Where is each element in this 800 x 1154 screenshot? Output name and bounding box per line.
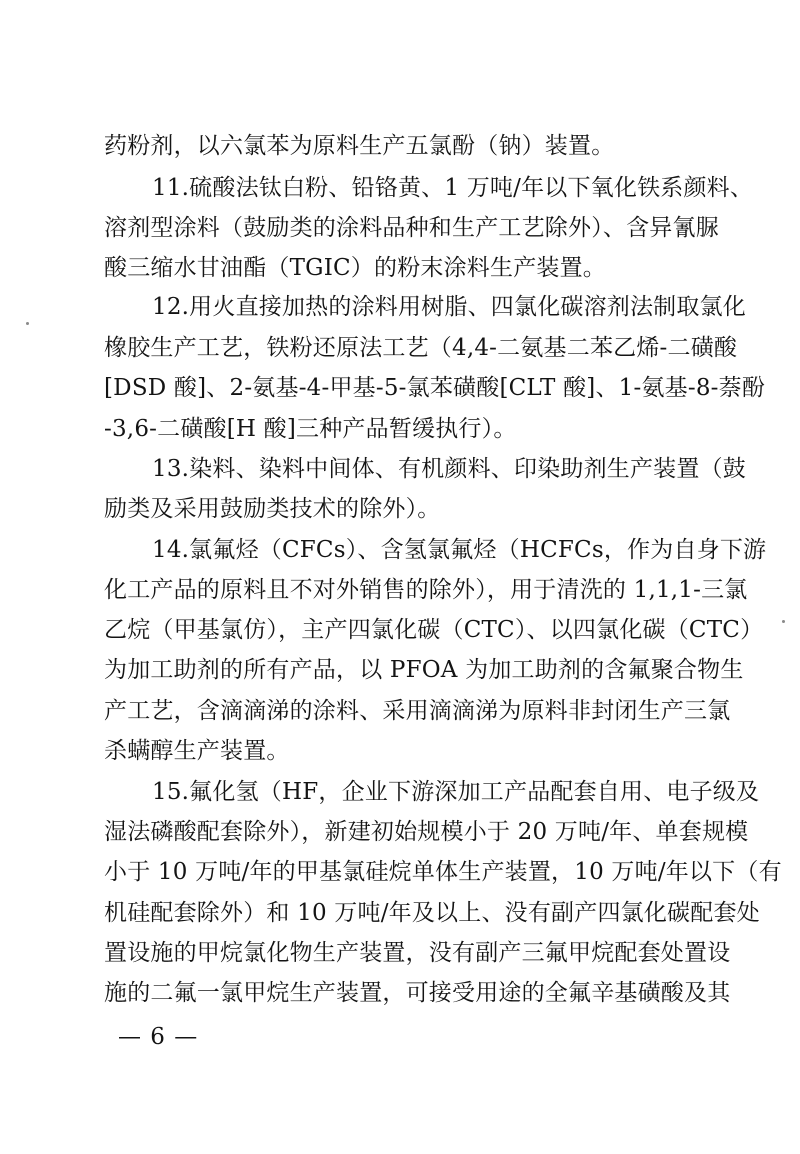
text-line: 乙烷（甲基氯仿），主产四氯化碳（CTC）、以四氯化碳（CTC）	[104, 617, 764, 643]
text-line: 酸三缩水甘油酯（TGIC）的粉末涂料生产装置。	[104, 255, 606, 281]
text-line: 橡胶生产工艺，铁粉还原法工艺（4,4-二氨基二苯乙烯-二磺酸	[104, 335, 738, 361]
text-line: 产工艺，含滴滴涕的涂料、采用滴滴涕为原料非封闭生产三氯	[104, 698, 731, 724]
text-line: 化工产品的原料且不对外销售的除外），用于清洗的 1,1,1-三氯	[104, 577, 748, 603]
text-line: 置设施的甲烷氯化物生产装置，没有副产三氟甲烷配套处置设	[104, 940, 731, 966]
text-line: 11.硫酸法钛白粉、铅铬黄、1 万吨/年以下氧化铁系颜料、	[152, 175, 754, 201]
text-line: 小于 10 万吨/年的甲基氯硅烷单体生产装置，10 万吨/年以下（有	[104, 859, 782, 885]
text-line: [DSD 酸]、2-氨基-4-甲基-5-氯苯磺酸[CLT 酸]、1-氨基-8-萘酚	[104, 375, 766, 401]
scan-speck	[26, 322, 29, 325]
text-line: 13.染料、染料中间体、有机颜料、印染助剂生产装置（鼓	[152, 456, 746, 482]
text-line: 为加工助剂的所有产品，以 PFOA 为加工助剂的含氟聚合物生	[104, 657, 744, 683]
text-line: 施的二氟一氯甲烷生产装置，可接受用途的全氟辛基磺酸及其	[104, 980, 731, 1006]
text-line: -3,6-二磺酸[H 酸]三种产品暂缓执行）。	[104, 416, 517, 442]
text-line: 14.氯氟烃（CFCs）、含氢氯氟烃（HCFCs，作为自身下游	[152, 537, 767, 563]
page-number: — 6 —	[118, 1024, 199, 1050]
text-line: 杀螨醇生产装置。	[104, 738, 290, 764]
text-line: 机硅配套除外）和 10 万吨/年及以上、没有副产四氯化碳配套处	[104, 900, 760, 926]
text-line: 励类及采用鼓励类技术的除外）。	[104, 496, 441, 522]
text-line: 湿法磷酸配套除外），新建初始规模小于 20 万吨/年、单套规模	[104, 819, 749, 845]
scan-speck	[782, 620, 785, 623]
text-line: 12.用火直接加热的涂料用树脂、四氯化碳溶剂法制取氯化	[152, 294, 746, 320]
text-line: 药粉剂，以六氯苯为原料生产五氯酚（钠）装置。	[104, 133, 615, 159]
text-line: 溶剂型涂料（鼓励类的涂料品种和生产工艺除外）、含异氰脲	[104, 215, 719, 241]
text-line: 15.氟化氢（HF，企业下游深加工产品配套自用、电子级及	[152, 779, 760, 805]
